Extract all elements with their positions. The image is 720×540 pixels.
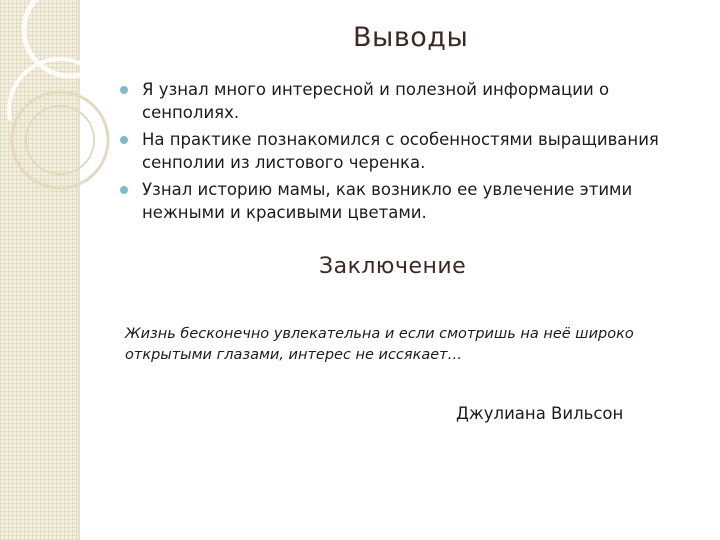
bullet-icon bbox=[120, 136, 128, 144]
bullet-icon bbox=[120, 86, 128, 94]
slide-title: Выводы bbox=[353, 22, 469, 53]
list-item-text: Я узнал много интересной и полезной информации о сенполиях. bbox=[142, 80, 610, 122]
list-item bbox=[120, 78, 690, 124]
quote-author: Джулиана Вильсон bbox=[456, 404, 624, 423]
list-item bbox=[120, 178, 690, 224]
list-item-text: На практике познакомился с особенностями выращивания сенполии из листового черенка. bbox=[142, 130, 659, 172]
bullet-icon bbox=[120, 186, 128, 194]
section-heading: Заключение bbox=[319, 254, 467, 279]
list-item-text: Узнал историю мамы, как возникло ее увлечение этими нежными и красивыми цветами. bbox=[142, 180, 633, 222]
list-item bbox=[120, 128, 690, 174]
quote-text: Жизнь бесконечно увлекательна и если смотришь на неё широко открытыми глазами, интерес не иссякает… bbox=[125, 326, 634, 363]
conclusions-list bbox=[120, 78, 690, 228]
decorative-circles-graphic bbox=[0, 0, 140, 260]
